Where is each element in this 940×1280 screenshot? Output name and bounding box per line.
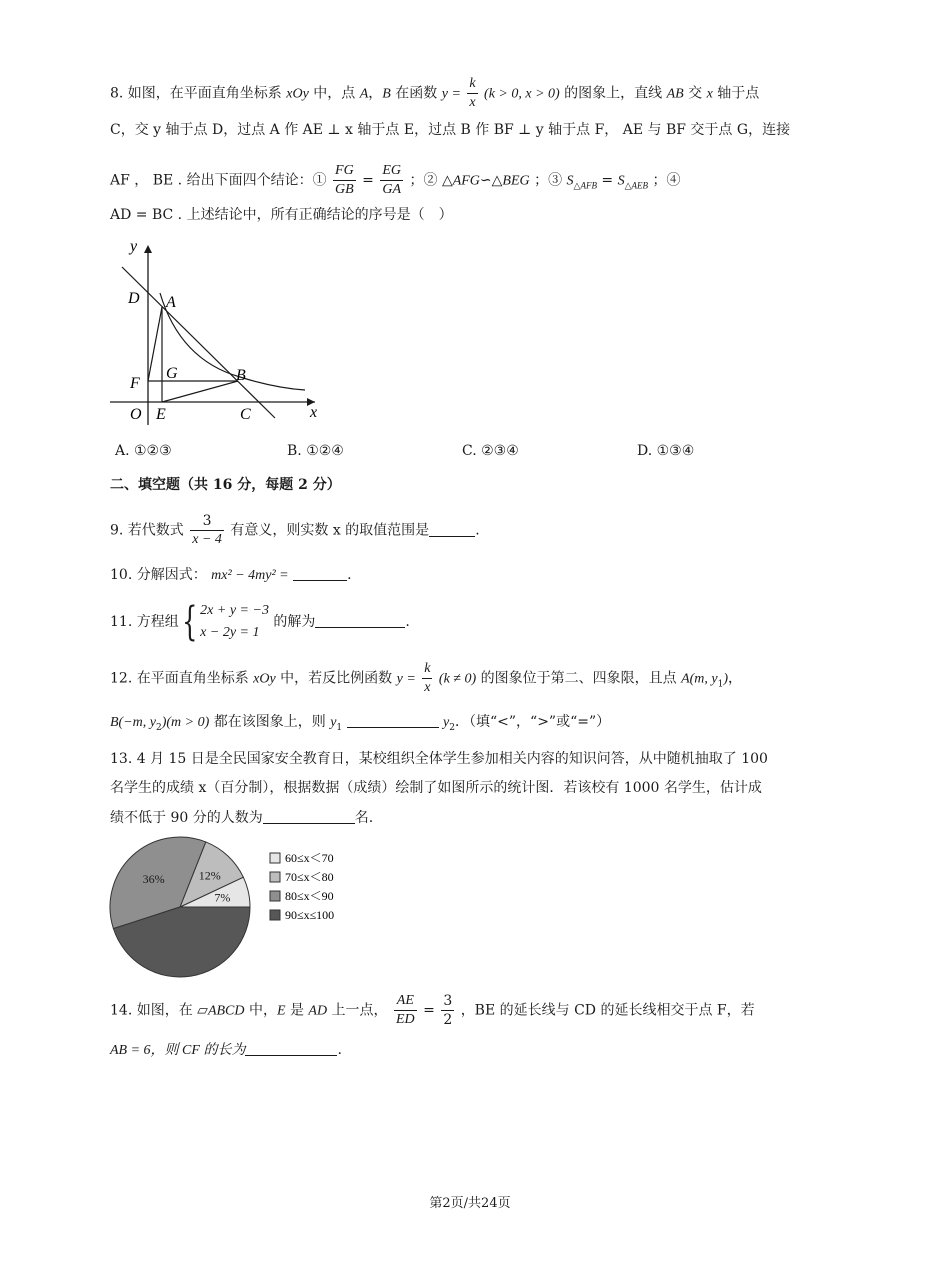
frac-num: FG <box>333 162 356 181</box>
q11-text: 11. 方程组 <box>110 614 179 630</box>
y-axis-arrow <box>144 245 152 253</box>
q8-point-b: B <box>382 86 391 102</box>
q13-line-3 <box>110 808 373 828</box>
q8-text: 的图象上，直线 <box>564 85 663 102</box>
q14-text: 上一点， <box>331 1002 388 1019</box>
q10-expression: mx² − 4my² = <box>211 568 289 583</box>
q14-text: 中， <box>248 1002 277 1019</box>
q9-text: . <box>475 522 480 539</box>
legend-swatch-0 <box>270 853 280 863</box>
label-f: F <box>130 375 140 392</box>
q10-answer-blank[interactable] <box>293 566 347 581</box>
q8-conclusion-2: △AFG∽△BEG <box>441 173 530 189</box>
choice-d[interactable]: D. ①③④ <box>637 443 695 459</box>
q8-text: 交 <box>688 85 703 102</box>
q12-point-a: A(m, y <box>681 671 718 687</box>
label-x: x <box>310 404 318 421</box>
q12-text: ．（填“<”，“>”或“=”） <box>455 714 611 730</box>
label-d: D <box>128 290 140 307</box>
q8-text: 8. 如图，在平面直角坐标系 <box>110 85 282 102</box>
legend-swatch-3 <box>270 910 280 920</box>
q8-text: ；② <box>409 172 438 189</box>
q9-fraction <box>190 512 224 549</box>
frac-den: x <box>424 680 431 695</box>
legend-label-1: 70≤x＜80 <box>285 870 334 884</box>
q8-line-4 <box>110 205 453 225</box>
pie-slice-label-2: 36% <box>142 871 165 886</box>
q8-text: ， <box>368 85 383 102</box>
choice-b[interactable]: B. ①②④ <box>287 443 344 459</box>
q8-text: ；④ <box>652 172 681 189</box>
choice-c[interactable]: C. ②③④ <box>462 443 519 459</box>
legend-label-2: 80≤x＜90 <box>285 889 334 903</box>
q12-xoy: xOy <box>253 671 276 687</box>
q12-text: 12. 在平面直角坐标系 <box>110 670 249 687</box>
q8-equals: = <box>362 172 374 189</box>
q13-line-1: 13. 4 月 15 日是全民国家安全教育日，某校组织全体学生参加相关内容的知识问答，从中随机抽取了 100 <box>110 751 768 767</box>
q9 <box>110 512 480 549</box>
q8-text: 在函数 <box>395 85 438 102</box>
q12-sub: 1 <box>717 679 724 690</box>
q8-func-y: y = <box>441 86 461 102</box>
q13-text: 名. <box>354 810 374 826</box>
pie-chart <box>105 832 365 982</box>
segment-af <box>148 307 162 381</box>
q12-text: ， <box>728 670 743 687</box>
q8-text: AF ， BE . 给出下面四个结论：① <box>110 172 327 189</box>
q14-text: . <box>337 1042 342 1058</box>
q8-text: AD = BC . 上述结论中，所有正确结论的序号是（ ） <box>110 207 453 223</box>
q14-line-2 <box>110 1040 342 1061</box>
q12-point-a-end: ) <box>723 671 729 687</box>
q9-text: 9. 若代数式 <box>110 522 184 539</box>
frac-den: x <box>469 95 476 110</box>
segment-be <box>162 381 238 402</box>
q12-sub: 2 <box>156 723 162 733</box>
q10-text: . <box>347 567 352 583</box>
q14-point-e: E <box>276 1003 286 1019</box>
q12-text: 的图象位于第二、四象限，且点 <box>480 670 677 687</box>
q12-line-1 <box>110 660 742 697</box>
q14-line-1 <box>110 992 755 1029</box>
q14-parallelogram: ▱ABCD <box>197 1003 245 1019</box>
q8-line-3 <box>110 162 680 199</box>
label-o: O <box>130 406 142 423</box>
q11 <box>110 600 410 644</box>
q12-sub: 1 <box>336 723 343 733</box>
q11-answer-blank[interactable] <box>315 613 405 628</box>
frac-num: AE <box>394 992 417 1011</box>
label-a: A <box>166 294 176 311</box>
q8-area-s: S <box>617 173 625 189</box>
q11-equation-2: x − 2y = 1 <box>200 625 260 640</box>
line-ab <box>122 267 275 418</box>
q14-text: ，BE 的延长线与 CD 的延长线相交于点 F，若 <box>460 1002 755 1019</box>
q14-equals: = <box>423 1002 435 1019</box>
q11-text: . <box>405 614 410 630</box>
choice-a[interactable]: A. ①②③ <box>115 443 172 459</box>
label-b: B <box>236 367 246 384</box>
label-g: G <box>166 365 178 382</box>
q12-point-b: B(−m, y <box>110 715 156 730</box>
frac-den: GA <box>382 182 402 197</box>
frac-num: k <box>467 75 477 94</box>
q13-text: 绩不低于 90 分的人数为 <box>110 810 263 826</box>
q13-line-2: 名学生的成绩 x（百分制），根据数据（成绩）绘制了如图所示的统计图．若该校有 1000 名学生，估计成 <box>110 780 762 796</box>
q14-segment-ad: AD <box>308 1003 328 1019</box>
q9-text: 有意义，则实数 x 的取值范围是 <box>230 522 430 539</box>
frac-num: 3 <box>190 512 224 531</box>
q8-area-s: S <box>566 173 574 189</box>
q9-answer-blank[interactable] <box>429 522 475 537</box>
legend-swatch-1 <box>270 872 280 882</box>
q12-answer-blank[interactable] <box>347 713 439 728</box>
q12-condition: (k ≠ 0) <box>438 671 477 687</box>
q12-y2: y <box>443 715 450 730</box>
legend-swatch-2 <box>270 891 280 901</box>
frac-num: EG <box>380 162 403 181</box>
q8-fraction-eg-ga <box>380 162 403 199</box>
q14-answer-blank[interactable] <box>245 1041 337 1056</box>
q12-line-2 <box>110 712 610 738</box>
frac-num: k <box>422 660 432 679</box>
q10 <box>110 565 352 586</box>
q14-fraction-ae-ed <box>394 992 417 1029</box>
q12-text: 都在该图象上，则 <box>213 714 326 730</box>
q8-area-sub: △AFB <box>573 180 597 191</box>
q8-line-ab: AB <box>666 86 684 102</box>
q8-figure <box>100 235 340 435</box>
q12-fraction <box>422 660 432 697</box>
frac-den: ED <box>396 1012 415 1027</box>
q8-text: 中，点 <box>313 85 356 102</box>
section-2-heading: 二、填空题（共 16 分，每题 2 分） <box>110 477 341 493</box>
q14-text: 14. 如图，在 <box>110 1002 193 1019</box>
q12-condition-m: )(m > 0) <box>161 715 210 730</box>
q8-line-2 <box>110 120 790 140</box>
legend-label-0: 60≤x＜70 <box>285 851 334 865</box>
label-y: y <box>130 238 138 255</box>
frac-den: 2 <box>443 1012 453 1028</box>
q14-text: AB = 6，则 CF 的长为 <box>110 1043 246 1058</box>
frac-den: x − 4 <box>192 532 222 547</box>
q12-func-y: y = <box>396 671 416 687</box>
pie-slice-label-1: 12% <box>198 868 221 883</box>
q8-condition: (k > 0, x > 0) <box>484 86 560 102</box>
q10-text: 10. 分解因式： <box>110 567 207 583</box>
q14-text: 是 <box>289 1002 304 1019</box>
q8-text: C，交 y 轴于点 D，过点 A 作 AE ⊥ x 轴于点 E，过点 B 作 BF ⊥ y 轴于点 F， AE 与 BF 交于点 G，连接 <box>110 122 791 138</box>
q13-answer-blank[interactable] <box>263 809 355 824</box>
q12-sub: 2 <box>449 723 455 733</box>
q12-y1: y <box>330 715 337 730</box>
q8-xoy: xOy <box>286 86 309 102</box>
q8-fraction-k-x <box>467 75 477 112</box>
q8-area-sub: △AEB <box>624 180 649 191</box>
q8-text: ；③ <box>534 172 563 189</box>
label-e: E <box>156 406 166 423</box>
q14-fraction-3-2 <box>441 992 454 1029</box>
label-c: C <box>240 406 251 423</box>
q8-line-1 <box>110 75 759 112</box>
q8-x: x <box>706 86 713 102</box>
q11-system <box>200 600 269 644</box>
q8-point-a: A <box>359 86 369 102</box>
legend-label-3: 90≤x≤100 <box>285 908 335 922</box>
frac-den: GB <box>335 182 354 197</box>
q11-text: 的解为 <box>273 614 316 630</box>
frac-num: 3 <box>443 993 453 1009</box>
q8-fraction-fg-gb <box>333 162 356 199</box>
page-footer: 第2页/共24页 <box>429 1196 511 1211</box>
q8-equals: = <box>601 172 614 189</box>
q11-equation-1: 2x + y = −3 <box>200 603 269 618</box>
pie-slice-label-0: 7% <box>214 890 231 905</box>
q8-text: 轴于点 <box>717 85 760 102</box>
q11-brace: { <box>181 599 198 645</box>
q12-text: 中，若反比例函数 <box>280 670 393 687</box>
